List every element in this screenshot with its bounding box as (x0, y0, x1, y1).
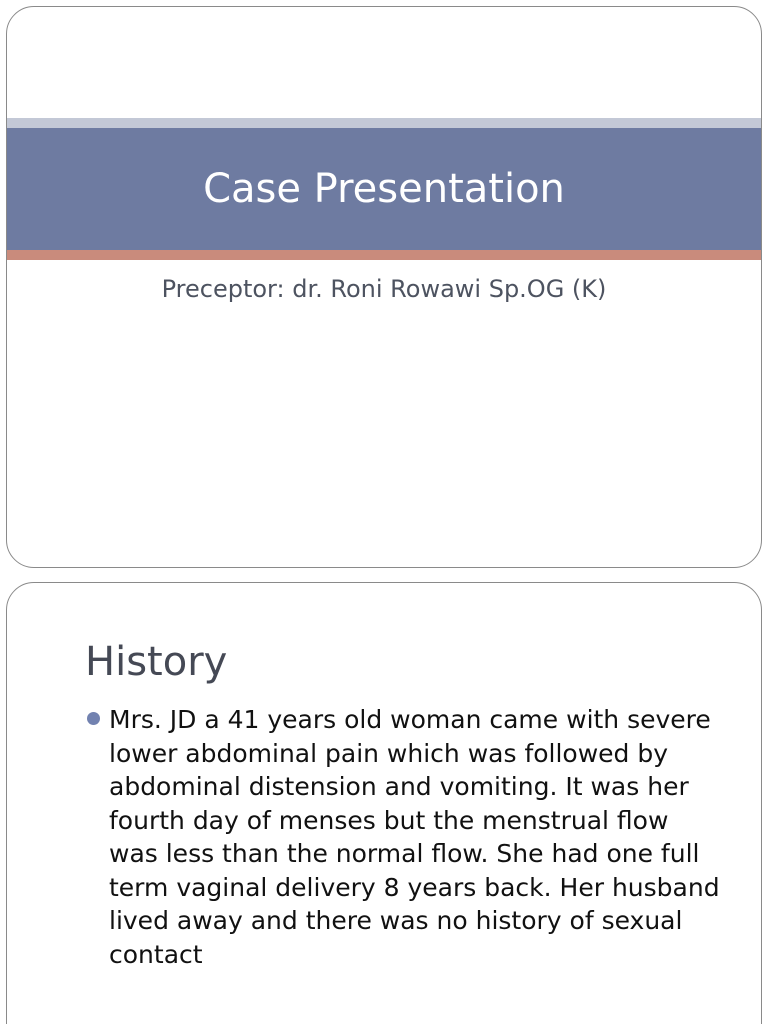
bullet-text: Mrs. JD a 41 years old woman came with severe lower abdominal pain which was followed by abdominal distension and vomiting. It was her fourth day of menses but the menstrual flow was less than the normal flow. She had one full term vaginal delivery 8 years back. Her husband lived away and there was no history of sexual contact (109, 705, 720, 969)
bullet-dot-icon (87, 712, 100, 725)
bullet-list (85, 703, 725, 971)
slide-title-case-presentation (6, 6, 762, 568)
slide-title: Case Presentation (203, 166, 565, 212)
slide-history (6, 582, 762, 1024)
title-band-bottom-stripe (7, 250, 761, 260)
title-band-top-stripe (7, 118, 761, 128)
bullet-item (85, 703, 725, 971)
slide-subtitle: Preceptor: dr. Roni Rowawi Sp.OG (K) (161, 275, 607, 303)
slide-heading: History (85, 639, 228, 685)
